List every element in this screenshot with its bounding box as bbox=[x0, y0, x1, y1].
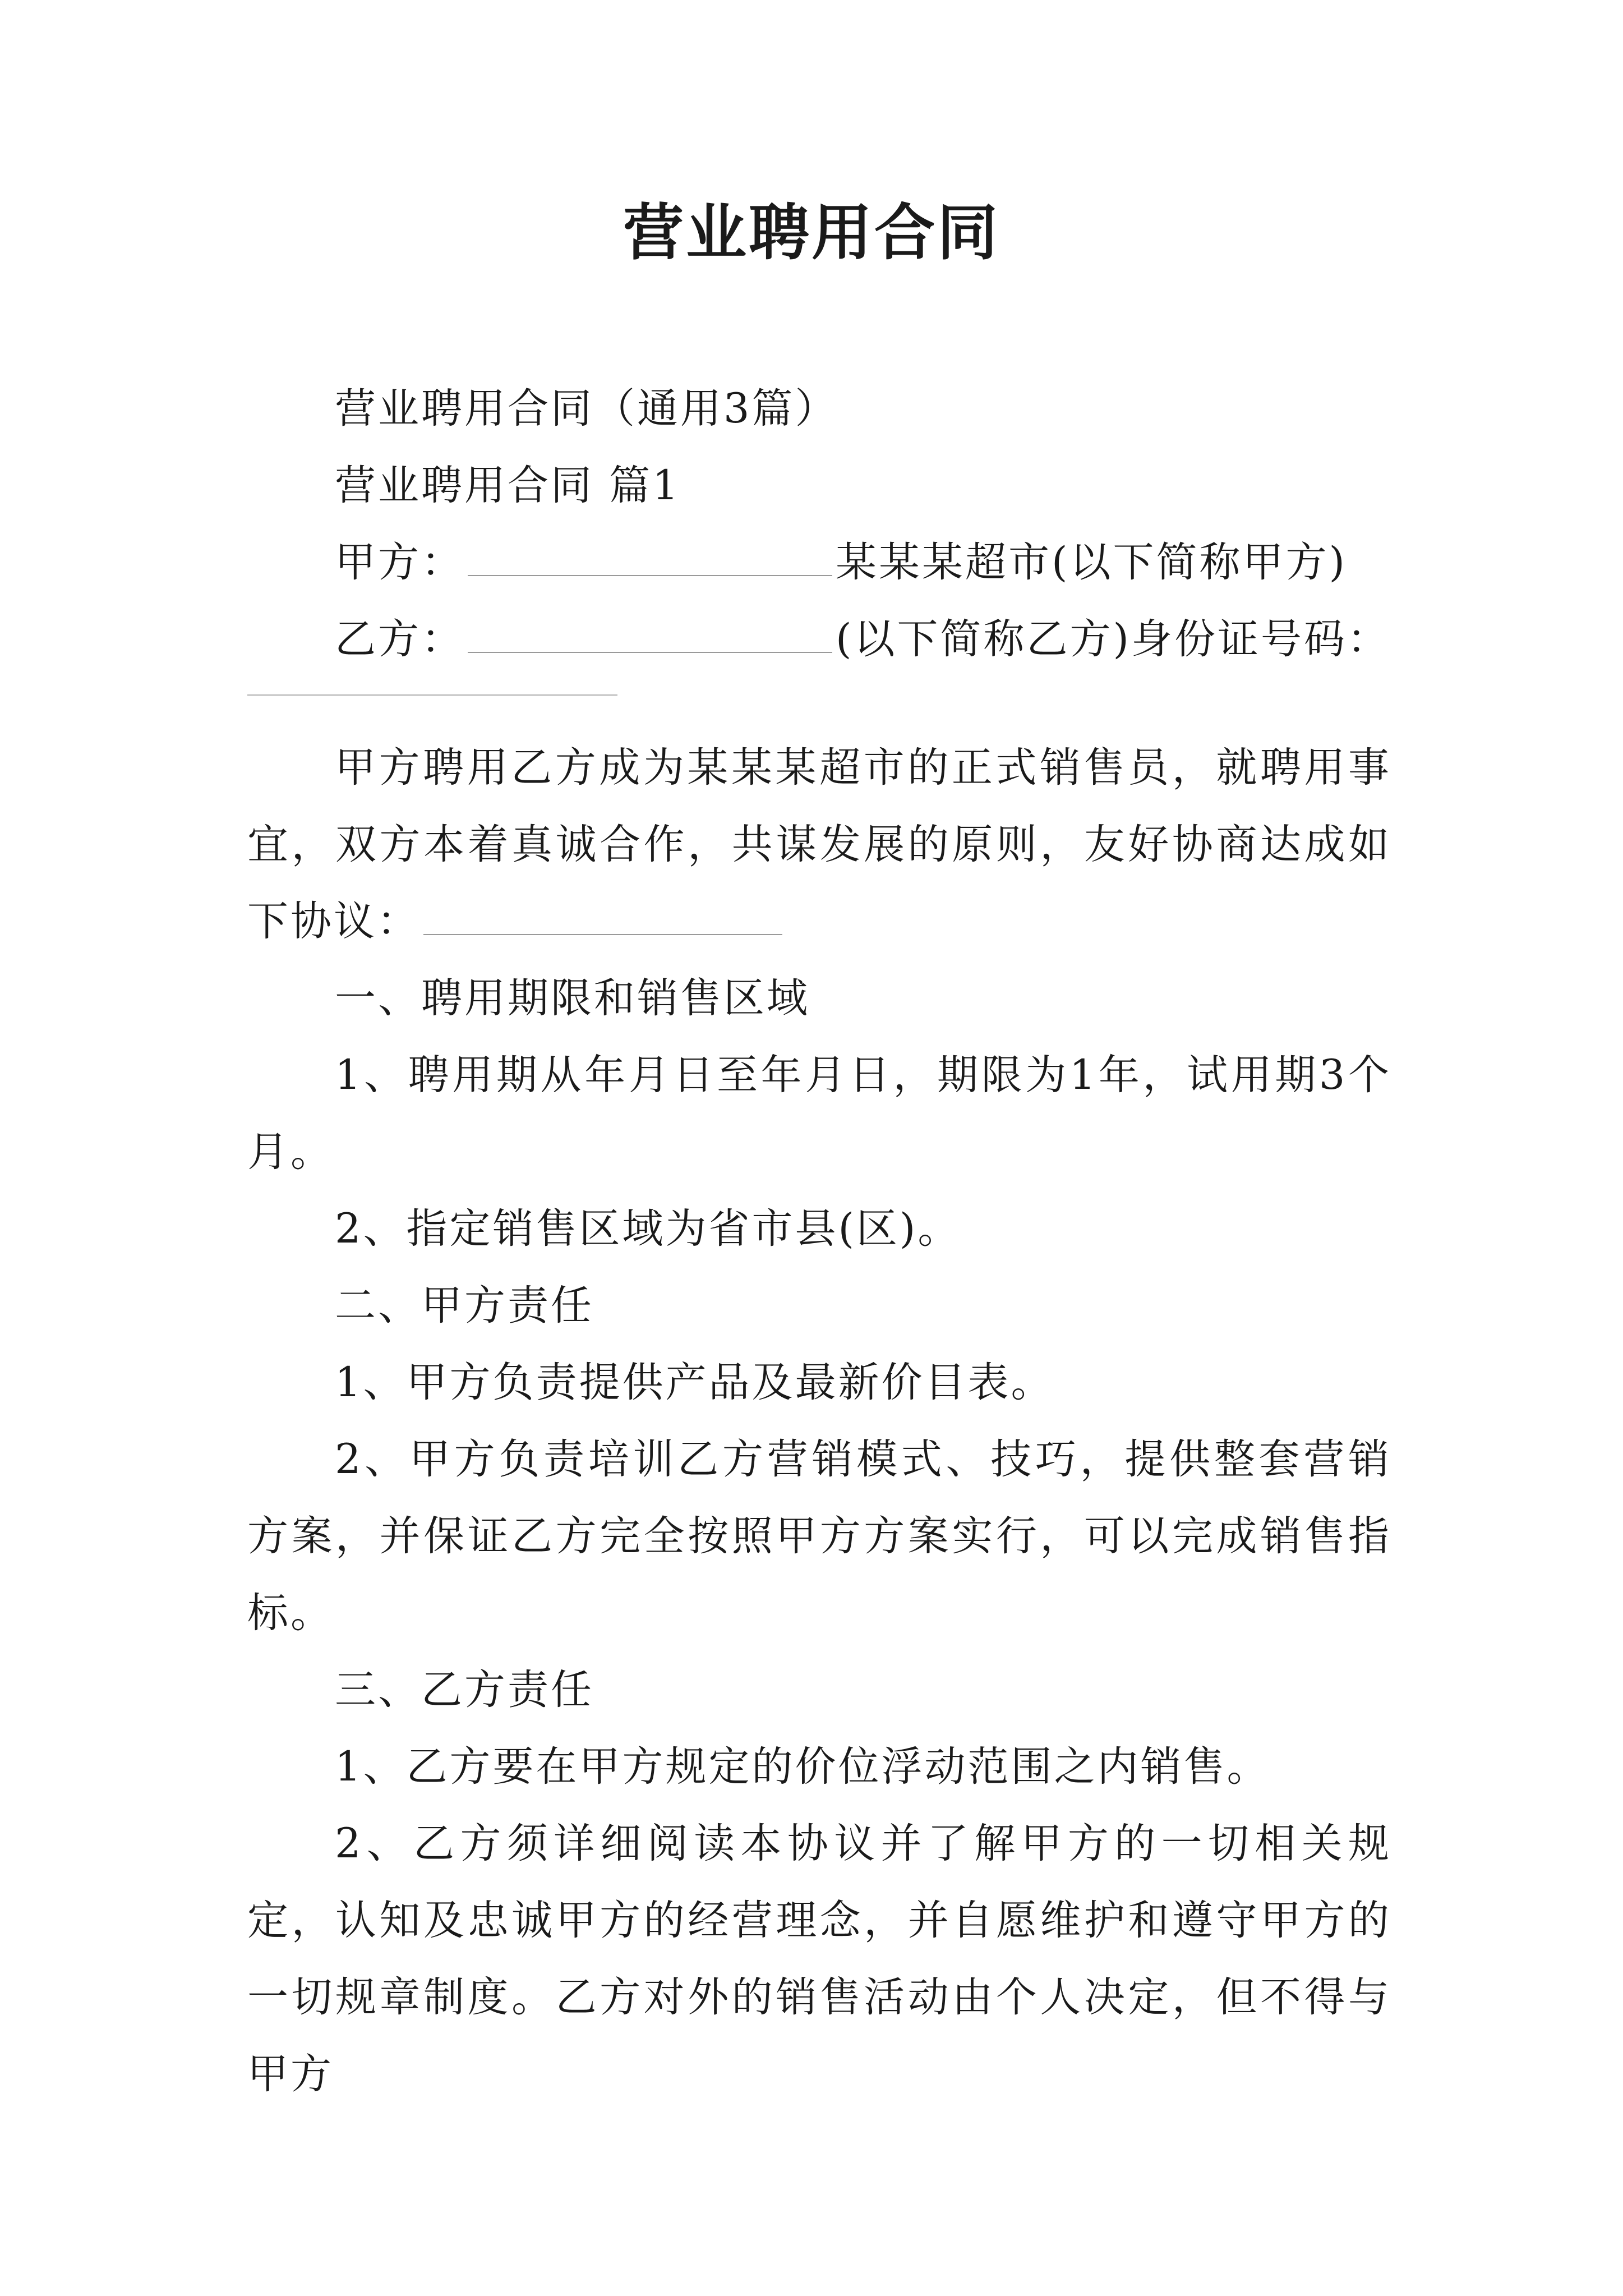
document-title: 营业聘用合同 bbox=[623, 197, 1000, 268]
document-body bbox=[247, 370, 1391, 2113]
party-a-label: 甲方： bbox=[335, 539, 464, 586]
section-3-item-2-text: 2、乙方须详细阅读本协议并了解甲方的一切相关规定，认知及忠诚甲方的经营理念，并自愿维护和遵守甲方的一切规章制度。乙方对外的销售活动由个人决定，但不得与甲方 bbox=[247, 1820, 1391, 2098]
section-2-heading-text: 二、甲方责任 bbox=[335, 1282, 594, 1329]
subtitle-text: 营业聘用合同（通用3篇） bbox=[335, 385, 838, 432]
section-1-heading bbox=[247, 960, 1391, 1037]
subtitle bbox=[247, 370, 1391, 447]
id-number-blank bbox=[247, 694, 617, 696]
section-3-item-2 bbox=[247, 1805, 1391, 2113]
intro-text: 甲方聘用乙方成为某某某超市的正式销售员，就聘用事宜，双方本着真诚合作，共谋发展的原则，友好协商达成如下协议： bbox=[247, 744, 1391, 945]
section-1-item-2-text: 2、指定销售区域为省市县(区)。 bbox=[335, 1205, 961, 1253]
section-2-item-2 bbox=[247, 1421, 1391, 1651]
section-1-item-2 bbox=[247, 1190, 1391, 1267]
party-b-suffix: (以下简称乙方)身份证号码： bbox=[836, 615, 1390, 663]
party-a-suffix: 某某某超市(以下简称甲方) bbox=[836, 539, 1347, 586]
section-3-heading bbox=[247, 1651, 1391, 1728]
part-heading-text: 营业聘用合同 篇1 bbox=[335, 462, 681, 509]
party-b-blank bbox=[468, 648, 832, 653]
intro-blank bbox=[423, 931, 782, 935]
section-2-item-2-text: 2、甲方负责培训乙方营销模式、技巧，提供整套营销方案，并保证乙方完全按照甲方方案实行，可以完成销售指标。 bbox=[247, 1435, 1391, 1637]
party-a-line bbox=[247, 524, 1391, 601]
section-3-item-1 bbox=[247, 1728, 1391, 1805]
party-a-blank bbox=[468, 572, 832, 576]
section-3-heading-text: 三、乙方责任 bbox=[335, 1666, 594, 1714]
section-1-item-1-text: 1、聘用期从年月日至年月日，期限为1年，试用期3个月。 bbox=[247, 1051, 1391, 1176]
party-b-line bbox=[247, 601, 1391, 678]
party-b-label: 乙方： bbox=[335, 615, 464, 663]
section-2-heading bbox=[247, 1267, 1391, 1344]
section-2-item-1 bbox=[247, 1344, 1391, 1421]
intro-paragraph bbox=[247, 729, 1391, 960]
section-1-heading-text: 一、聘用期限和销售区域 bbox=[335, 974, 810, 1022]
section-2-item-1-text: 1、甲方负责提供产品及最新价目表。 bbox=[335, 1359, 1054, 1406]
section-3-item-1-text: 1、乙方要在甲方规定的价位浮动范围之内销售。 bbox=[335, 1743, 1270, 1791]
part-heading bbox=[247, 447, 1391, 524]
section-1-item-1 bbox=[247, 1037, 1391, 1190]
